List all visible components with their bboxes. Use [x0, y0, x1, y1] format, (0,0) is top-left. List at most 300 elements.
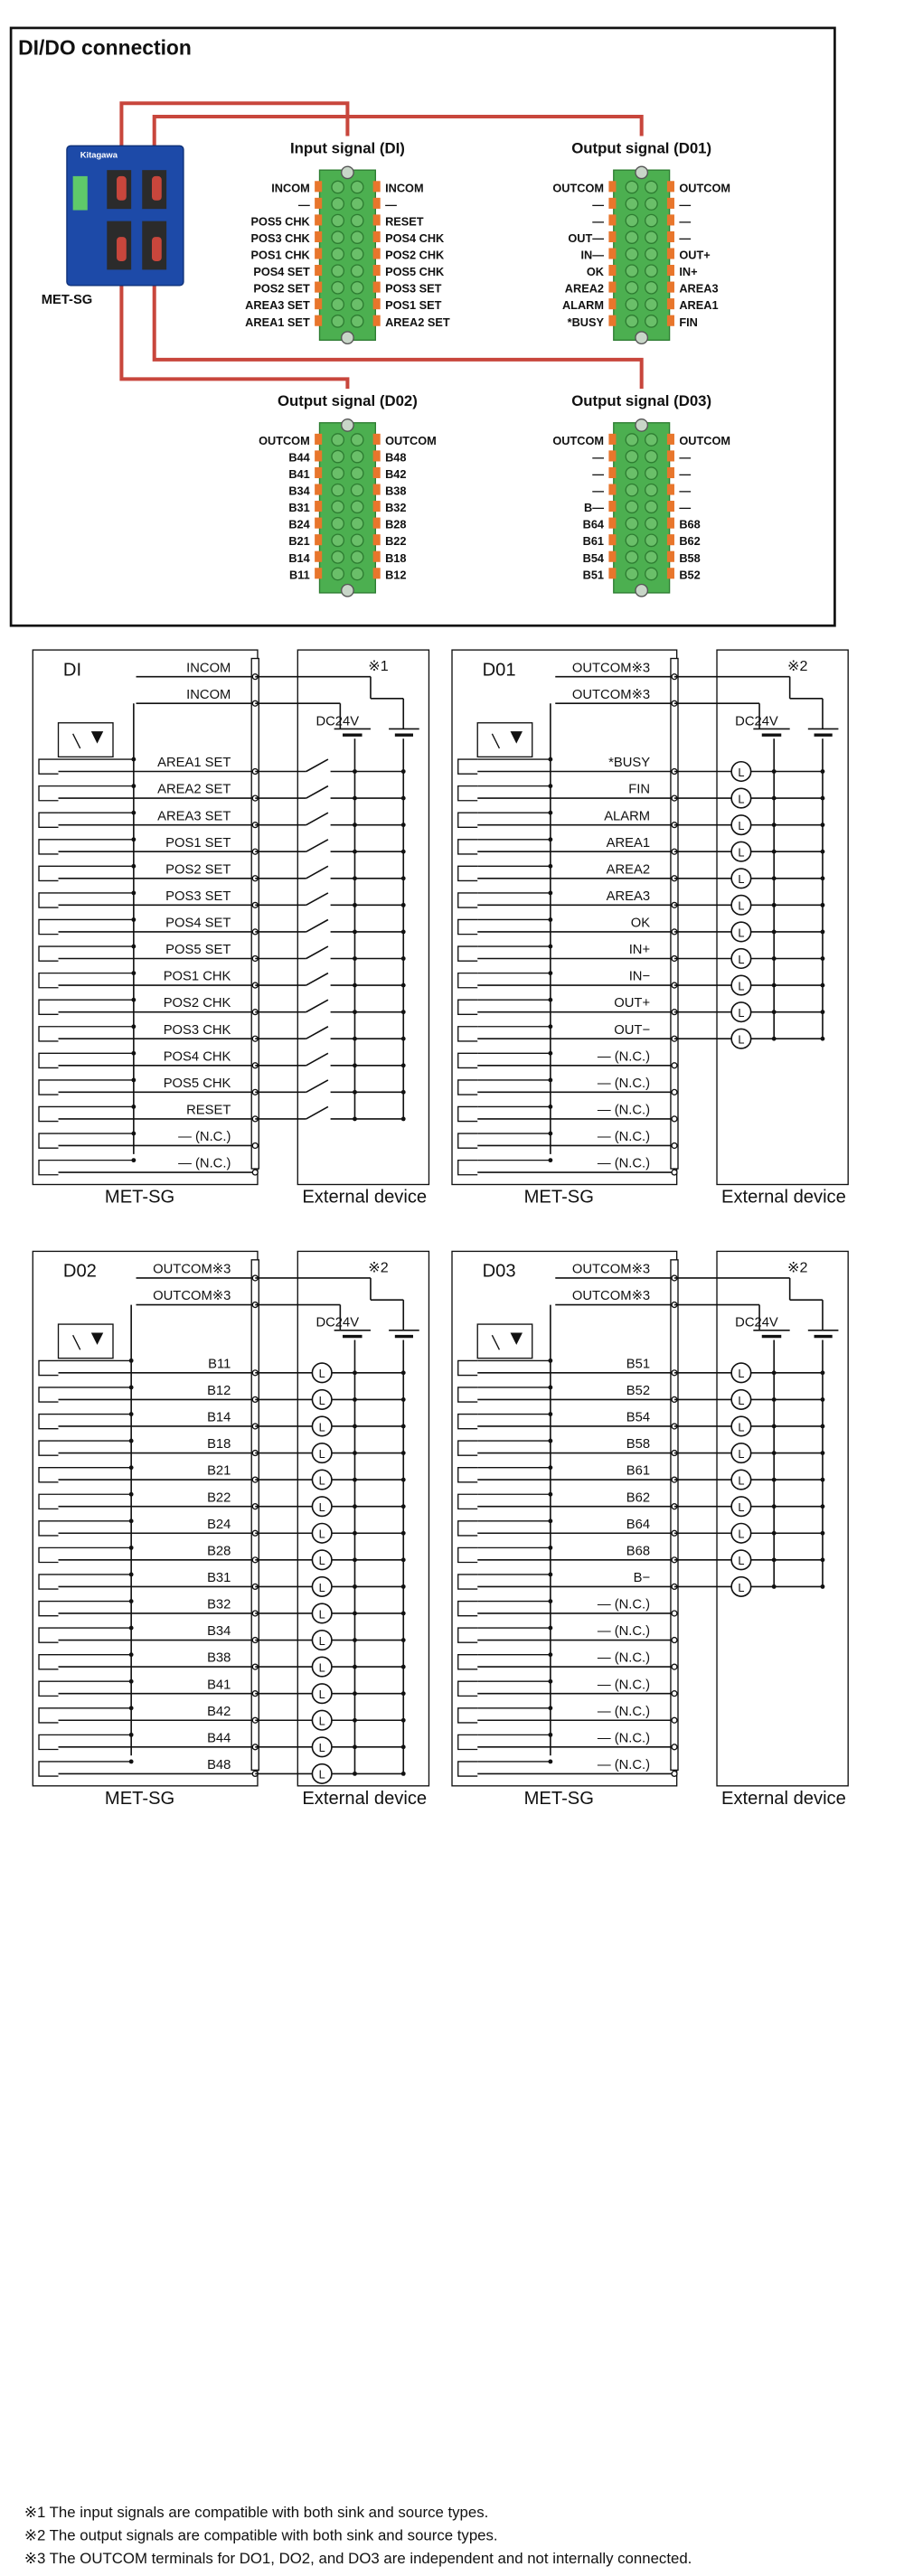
signal-label: B32 — [207, 1597, 231, 1612]
pin-label-left: AREA3 SET — [245, 298, 310, 313]
signal-label: B42 — [207, 1704, 231, 1719]
signal-label: POS4 CHK — [163, 1049, 231, 1065]
signal-label: — (N.C.) — [597, 1758, 651, 1773]
pin-label-left: — — [592, 450, 605, 465]
met-sg-module — [67, 146, 184, 286]
signal-label: AREA3 — [606, 888, 651, 904]
pin-label-right: — — [385, 197, 397, 212]
signal-label: B22 — [207, 1490, 231, 1506]
signal-label: POS1 SET — [165, 835, 231, 851]
signal-row — [39, 1130, 258, 1148]
signal-row — [458, 1464, 825, 1490]
signal-row — [39, 1518, 406, 1543]
footer-module: MET-SG — [523, 1187, 594, 1208]
device-frame — [717, 650, 848, 1184]
pin-label-right: B28 — [385, 517, 407, 531]
lamp-symbol: L — [738, 1420, 745, 1434]
signal-label: B48 — [207, 1758, 231, 1773]
signal-label: POS5 SET — [165, 943, 231, 958]
signal-row — [458, 1437, 825, 1462]
connection-title: DI/DO connection — [18, 36, 192, 60]
connector-title: Output signal (D01) — [571, 139, 712, 157]
pin-label-left: B— — [584, 501, 605, 515]
signal-row — [39, 1624, 406, 1650]
pin-label-right: B38 — [385, 484, 407, 498]
signal-row — [458, 1157, 677, 1175]
com-label: OUTCOM※3 — [571, 1262, 651, 1277]
pin-label-left: ALARM — [561, 298, 605, 313]
pin-label-left: — — [592, 467, 605, 482]
signal-row — [458, 970, 825, 995]
note-mark: ※2 — [368, 1259, 389, 1276]
footer-device: External device — [302, 1788, 428, 1809]
signal-label: AREA1 SET — [157, 756, 231, 771]
lamp-symbol: L — [738, 872, 745, 887]
pin-label-left: B14 — [288, 550, 310, 565]
pin-label-right: B22 — [385, 534, 407, 549]
signal-row — [39, 943, 406, 961]
signal-label: B61 — [626, 1463, 651, 1479]
pin-label-left: OUTCOM — [259, 433, 310, 447]
lamp-symbol: L — [738, 1473, 745, 1488]
signal-label: B54 — [626, 1410, 651, 1425]
schematic-di — [33, 650, 428, 1208]
pin-label-right: B42 — [385, 467, 407, 482]
pin-label-right: AREA2 SET — [385, 315, 450, 329]
schematic-title: D01 — [482, 660, 516, 681]
signal-label: — (N.C.) — [597, 1130, 651, 1145]
footnote-3: ※3 The OUTCOM terminals for DO1, DO2, and DO3 are independent and not internally connected. — [24, 2550, 692, 2568]
lamp-symbol: L — [318, 1714, 325, 1728]
signal-row — [39, 1464, 406, 1490]
note-mark: ※2 — [786, 657, 808, 674]
signal-row — [39, 1076, 406, 1095]
pin-label-left: B31 — [288, 501, 310, 515]
signal-label: B31 — [207, 1571, 231, 1586]
pin-label-left: INCOM — [271, 181, 310, 195]
pin-label-right: POS3 SET — [385, 281, 442, 296]
pin-label-left: AREA2 — [564, 281, 605, 296]
lamp-symbol: L — [318, 1767, 325, 1782]
pin-label-left: B44 — [288, 450, 310, 465]
pin-label-right: B52 — [679, 568, 701, 582]
signal-label: IN+ — [628, 943, 651, 958]
lamp-symbol: L — [318, 1660, 325, 1675]
lamp-symbol: L — [318, 1741, 325, 1755]
signal-label: B68 — [626, 1544, 651, 1559]
pin-label-right: AREA3 — [679, 281, 719, 296]
lamp-symbol: L — [738, 1527, 745, 1541]
lamp-symbol: L — [318, 1473, 325, 1488]
signal-label: OUT+ — [614, 996, 651, 1011]
connector-title: Output signal (D02) — [277, 391, 418, 409]
signal-label: B14 — [207, 1410, 231, 1425]
signal-row — [458, 1490, 825, 1516]
signal-label: B28 — [207, 1544, 231, 1559]
signal-row — [39, 1571, 406, 1596]
signal-row — [39, 1758, 406, 1783]
footer-module: MET-SG — [104, 1788, 175, 1809]
lamp-symbol: L — [318, 1420, 325, 1434]
pin-label-right: OUTCOM — [679, 433, 731, 447]
pin-label-left: B21 — [288, 534, 310, 549]
signal-label: AREA1 — [606, 835, 651, 851]
signal-row — [39, 1598, 406, 1623]
switch-contact — [306, 919, 328, 931]
lamp-symbol: L — [738, 926, 745, 940]
signal-row — [458, 1518, 825, 1543]
signal-label: B51 — [626, 1357, 651, 1372]
signal-label: POS4 SET — [165, 916, 231, 931]
lamp-symbol: L — [738, 1032, 745, 1047]
signal-label: — (N.C.) — [178, 1130, 231, 1145]
signal-row — [458, 1023, 825, 1048]
pin-label-right: — — [679, 501, 692, 515]
switch-contact — [306, 786, 328, 798]
pin-label-right: B48 — [385, 450, 407, 465]
pin-label-right: OUTCOM — [385, 433, 437, 447]
signal-label: B12 — [207, 1384, 231, 1399]
signal-row — [39, 1544, 406, 1569]
switch-contact — [306, 813, 328, 824]
lamp-symbol: L — [738, 952, 745, 966]
signal-label: — (N.C.) — [597, 1049, 651, 1065]
coupler-symbol — [59, 1324, 113, 1359]
signal-label: RESET — [186, 1103, 231, 1118]
signal-row — [39, 1651, 406, 1677]
signal-label: B64 — [626, 1517, 651, 1532]
pin-label-left: — — [297, 197, 310, 212]
lamp-symbol: L — [318, 1527, 325, 1541]
signal-label: OK — [630, 916, 651, 931]
terminal-block — [319, 170, 375, 340]
signal-label: POS2 CHK — [163, 996, 231, 1011]
signal-label: — (N.C.) — [597, 1704, 651, 1719]
signal-label: POS2 SET — [165, 862, 231, 878]
switch-contact — [306, 946, 328, 958]
connector-4 — [552, 392, 730, 597]
lamp-symbol: L — [318, 1446, 325, 1461]
switch-contact — [306, 973, 328, 985]
switch-contact — [306, 1053, 328, 1065]
signal-label: *BUSY — [608, 756, 651, 771]
signal-row — [458, 862, 825, 888]
signal-row — [458, 1758, 677, 1776]
switch-contact — [306, 840, 328, 851]
pin-label-right: AREA1 — [679, 298, 719, 313]
signal-label: POS3 CHK — [163, 1022, 231, 1038]
pin-label-left: B41 — [288, 467, 310, 482]
pin-label-right: FIN — [679, 315, 698, 329]
com-label: OUTCOM※3 — [571, 687, 651, 702]
signal-row — [39, 1705, 406, 1730]
pin-label-left: B64 — [582, 517, 605, 531]
signal-row — [39, 1023, 406, 1041]
signal-row — [39, 862, 406, 880]
signal-label: B41 — [207, 1678, 231, 1693]
signal-row — [458, 1130, 677, 1148]
terminal-block — [614, 423, 670, 593]
pin-label-left: POS1 CHK — [250, 248, 310, 262]
signal-row — [39, 996, 406, 1014]
signal-label: B58 — [626, 1437, 651, 1453]
signal-row — [39, 1157, 258, 1175]
lamp-symbol: L — [318, 1554, 325, 1568]
switch-contact — [306, 1106, 328, 1118]
signal-label: AREA3 SET — [157, 809, 231, 824]
signal-row — [39, 1049, 406, 1067]
signal-label: B34 — [207, 1624, 231, 1640]
lamp-symbol: L — [738, 845, 745, 860]
signal-label: B38 — [207, 1650, 231, 1666]
terminal-block — [319, 423, 375, 593]
module-label: MET-SG — [41, 293, 93, 308]
lamp-symbol: L — [318, 1688, 325, 1702]
pin-label-left: B34 — [288, 484, 310, 498]
signal-label: B18 — [207, 1437, 231, 1453]
lamp-symbol: L — [738, 1393, 745, 1407]
wiring-schematics — [0, 632, 904, 1835]
signal-label: POS5 CHK — [163, 1076, 231, 1091]
lamp-symbol: L — [738, 1500, 745, 1515]
note-mark: ※2 — [786, 1259, 808, 1276]
lamp-symbol: L — [738, 792, 745, 806]
pin-label-right: POS5 CHK — [385, 265, 445, 279]
lamp-symbol: L — [738, 1446, 745, 1461]
signal-label: B52 — [626, 1384, 651, 1399]
signal-row — [458, 943, 825, 968]
connector-1 — [245, 139, 450, 343]
signal-row — [39, 1384, 406, 1409]
pin-label-left: IN— — [580, 248, 605, 262]
footnote-2: ※2 The output signals are compatible with both sink and source types. — [24, 2526, 498, 2544]
signal-row — [458, 1411, 825, 1436]
pin-label-left: POS3 CHK — [250, 231, 310, 246]
connector-title: Input signal (DI) — [289, 139, 405, 157]
com-label: OUTCOM※3 — [153, 1262, 231, 1277]
signal-label: — (N.C.) — [178, 1156, 231, 1171]
lamp-symbol: L — [738, 1554, 745, 1568]
module-brand: Kitagawa — [80, 149, 118, 160]
schematic-d03 — [452, 1251, 848, 1809]
signal-row — [458, 1049, 677, 1067]
signal-label: B− — [633, 1571, 651, 1586]
signal-row — [458, 917, 825, 942]
pin-label-right: INCOM — [385, 181, 424, 195]
footnote-1: ※1 The input signals are compatible with both sink and source types. — [24, 2504, 489, 2522]
signal-row — [458, 1624, 677, 1642]
connector-3 — [259, 392, 437, 597]
connection-overview — [0, 0, 904, 632]
lamp-symbol: L — [318, 1607, 325, 1622]
connector-title: Output signal (D03) — [571, 391, 712, 409]
switch-contact — [306, 893, 328, 905]
signal-label: IN− — [628, 969, 651, 984]
switch-contact — [306, 1027, 328, 1039]
signal-label: — (N.C.) — [597, 1076, 651, 1091]
coupler-symbol — [59, 723, 113, 757]
schematic-title: D03 — [482, 1261, 516, 1282]
footer-device: External device — [302, 1187, 428, 1208]
supply-label: DC24V — [315, 1315, 360, 1330]
signal-row — [39, 1490, 406, 1516]
pin-label-right: POS4 CHK — [385, 231, 445, 246]
signal-label: ALARM — [604, 809, 651, 824]
pin-label-left: OUTCOM — [552, 433, 605, 447]
signal-label: B21 — [207, 1463, 231, 1479]
lamp-symbol: L — [738, 979, 745, 993]
supply-label: DC24V — [315, 714, 360, 729]
signal-label: B11 — [208, 1357, 231, 1372]
switch-contact — [306, 759, 328, 771]
signal-row — [39, 889, 406, 907]
signal-label: B62 — [626, 1490, 651, 1506]
pin-label-right: B58 — [679, 550, 701, 565]
schematic-title: D02 — [62, 1261, 97, 1282]
signal-row — [458, 1571, 825, 1596]
signal-row — [39, 1357, 406, 1382]
coupler-symbol — [477, 723, 532, 757]
pin-label-right: POS2 CHK — [385, 248, 445, 262]
switch-contact — [306, 1000, 328, 1011]
device-frame — [297, 1251, 428, 1785]
signal-row — [39, 1731, 406, 1756]
pin-label-right: — — [679, 484, 692, 498]
pin-label-left: AREA1 SET — [245, 315, 310, 329]
com-label: OUTCOM※3 — [153, 1289, 231, 1304]
pin-label-right: B68 — [679, 517, 701, 531]
pin-label-right: OUTCOM — [679, 181, 731, 195]
com-label: INCOM — [186, 687, 231, 702]
signal-label: AREA2 — [606, 862, 651, 878]
signal-label: B24 — [207, 1517, 231, 1532]
signal-row — [39, 970, 406, 988]
signal-row — [39, 1678, 406, 1703]
signal-row — [39, 809, 406, 827]
pin-label-right: RESET — [385, 214, 424, 229]
signal-label: FIN — [628, 782, 651, 797]
signal-row — [458, 783, 825, 808]
signal-label: POS3 SET — [165, 888, 231, 904]
switch-contact — [306, 866, 328, 878]
pin-label-right: B18 — [385, 550, 407, 565]
coupler-symbol — [477, 1324, 532, 1359]
pin-label-left: — — [592, 214, 605, 229]
signal-row — [458, 1651, 677, 1669]
lamp-symbol: L — [738, 1006, 745, 1020]
pin-label-left: B61 — [582, 534, 605, 549]
signal-row — [458, 1104, 677, 1122]
signal-label: POS1 CHK — [163, 969, 231, 984]
pin-label-right: IN+ — [679, 265, 698, 279]
signal-label: — (N.C.) — [597, 1650, 651, 1666]
pin-label-left: B51 — [582, 568, 605, 582]
lamp-symbol: L — [738, 1580, 745, 1594]
signal-row — [458, 1705, 677, 1723]
pin-label-left: *BUSY — [567, 315, 605, 329]
lamp-symbol: L — [738, 765, 745, 779]
lamp-symbol: L — [318, 1393, 325, 1407]
pin-label-right: B32 — [385, 501, 407, 515]
lamp-symbol: L — [318, 1580, 325, 1594]
signal-row — [458, 1357, 825, 1382]
terminal-block — [614, 170, 670, 340]
signal-row — [39, 756, 406, 774]
signal-row — [458, 889, 825, 915]
lamp-symbol: L — [738, 1367, 745, 1381]
signal-row — [458, 1076, 677, 1095]
device-frame — [297, 650, 428, 1184]
signal-row — [39, 836, 406, 854]
device-frame — [717, 1251, 848, 1785]
com-label: OUTCOM※3 — [571, 1289, 651, 1304]
connector-2 — [552, 139, 730, 343]
signal-row — [458, 756, 825, 781]
pin-label-left: B11 — [289, 568, 310, 582]
lamp-symbol: L — [318, 1633, 325, 1648]
pin-label-right: — — [679, 450, 692, 465]
signal-row — [458, 809, 825, 834]
signal-row — [458, 1598, 677, 1616]
lamp-symbol: L — [738, 819, 745, 833]
schematic-title: DI — [62, 660, 82, 681]
signal-label: B44 — [207, 1731, 231, 1746]
pin-label-right: B62 — [679, 534, 701, 549]
footer-module: MET-SG — [104, 1187, 175, 1208]
footer-module: MET-SG — [523, 1788, 594, 1809]
lamp-symbol: L — [738, 898, 745, 913]
signal-row — [458, 1731, 677, 1749]
signal-row — [39, 783, 406, 801]
schematic-d01 — [452, 650, 848, 1208]
lamp-symbol: L — [318, 1367, 325, 1381]
footer-device: External device — [721, 1788, 846, 1809]
footer-device: External device — [721, 1187, 846, 1208]
signal-row — [39, 1411, 406, 1436]
signal-row — [458, 836, 825, 861]
pin-label-left: OK — [586, 265, 605, 279]
note-mark: ※1 — [368, 657, 389, 674]
pin-label-left: — — [592, 197, 605, 212]
supply-label: DC24V — [735, 1315, 778, 1330]
pin-label-left: OUTCOM — [552, 181, 605, 195]
signal-row — [39, 917, 406, 935]
signal-row — [458, 996, 825, 1021]
pin-label-left: POS4 SET — [253, 265, 310, 279]
pin-label-right: — — [679, 197, 692, 212]
pin-label-right: — — [679, 467, 692, 482]
signal-row — [39, 1437, 406, 1462]
supply-label: DC24V — [735, 714, 778, 729]
pin-label-left: — — [592, 484, 605, 498]
signal-label: — (N.C.) — [597, 1624, 651, 1640]
signal-label: — (N.C.) — [597, 1156, 651, 1171]
signal-label: — (N.C.) — [597, 1103, 651, 1118]
pin-label-left: POS2 SET — [253, 281, 310, 296]
signal-label: OUT− — [614, 1022, 651, 1038]
pin-label-right: — — [679, 214, 692, 229]
pin-label-left: OUT— — [568, 231, 605, 246]
pin-label-right: B12 — [385, 568, 407, 582]
pin-label-left: POS5 CHK — [250, 214, 310, 229]
signal-label: — (N.C.) — [597, 1678, 651, 1693]
pin-label-left: B24 — [288, 517, 310, 531]
lamp-symbol: L — [318, 1500, 325, 1515]
com-label: INCOM — [186, 661, 231, 676]
signal-row — [458, 1384, 825, 1409]
signal-row — [458, 1678, 677, 1696]
signal-row — [458, 1544, 825, 1569]
